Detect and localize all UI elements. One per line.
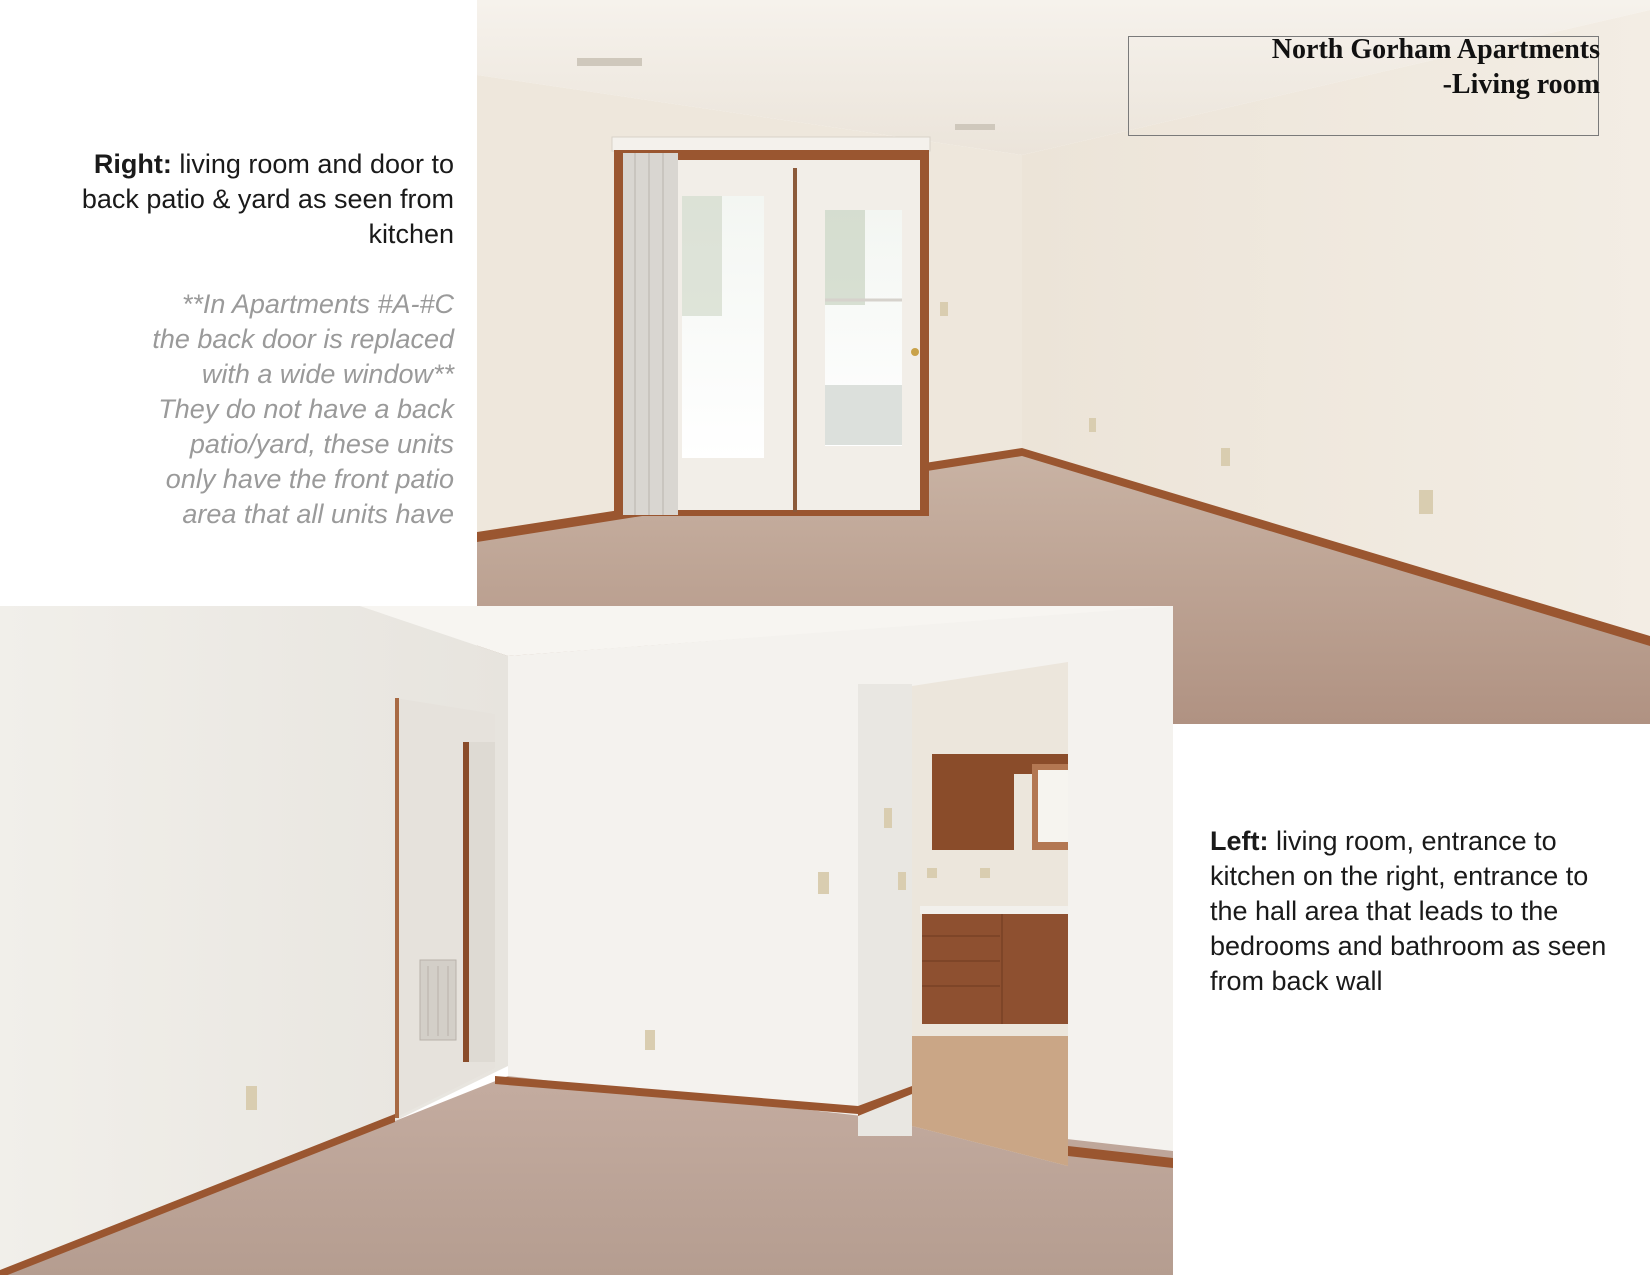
note-line: patio/yard, these units [189, 429, 454, 459]
note-line: **In Apartments #A-#C [181, 289, 454, 319]
apartment-note [40, 287, 454, 532]
caption-lead-right: Right: [93, 149, 172, 179]
caption-text-right: living room and door to back patio & yard as seen from kitchen [81, 149, 454, 249]
note-line: with a wide window** [201, 359, 454, 389]
right-photo-caption [40, 147, 454, 252]
living-room-kitchen-photo [0, 606, 1173, 1275]
note-line: They do not have a back [158, 394, 454, 424]
title-line-1: North Gorham Apartments [1271, 34, 1600, 65]
note-line: the back door is replaced [152, 324, 454, 354]
caption-lead-left: Left: [1210, 826, 1269, 856]
caption-text-left: living room, entrance to kitchen on the right, entrance to the hall area that leads to the bedrooms and bathroom as seen from back wall [1210, 826, 1607, 996]
note-line: area that all units have [182, 499, 454, 529]
title-line-2: -Living room [1442, 69, 1600, 100]
left-photo-caption [1210, 824, 1630, 999]
note-line: only have the front patio [165, 464, 454, 494]
page-title [1272, 32, 1600, 102]
